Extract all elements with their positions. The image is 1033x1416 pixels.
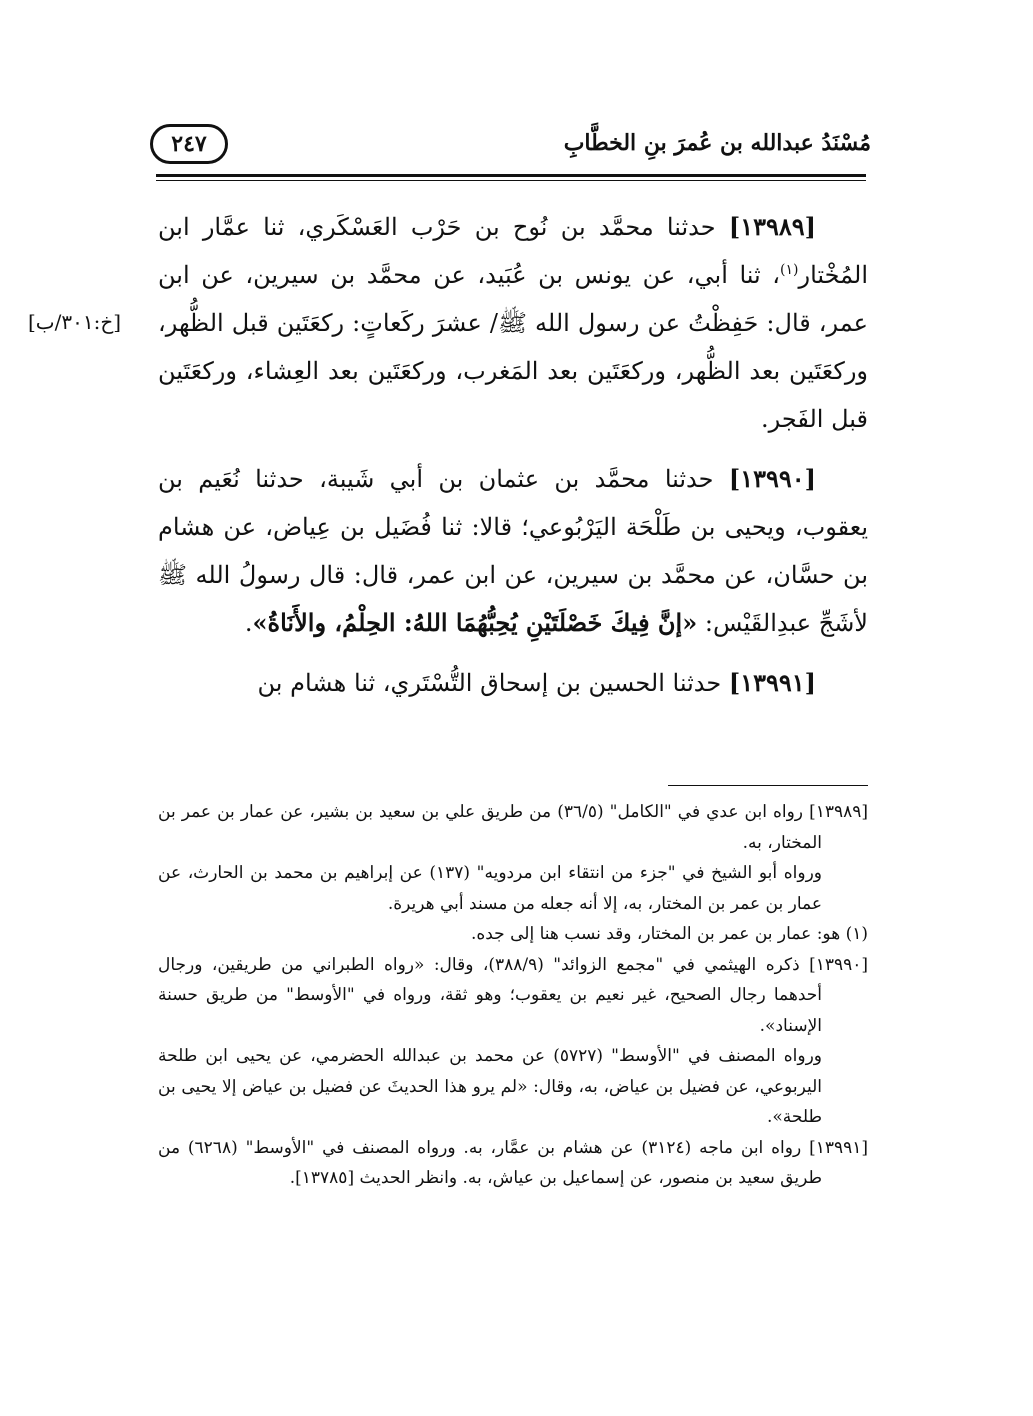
footnote-13991 [158,1133,868,1194]
hadith-number: [١٣٩٨٩] [728,212,816,241]
footnote-13990 [158,950,868,1042]
footnote-text: رواه ابن عدي في "الكامل" (٣٦/٥) من طريق علي بن سعيد بن بشير، عن عمار بن عمر بن المختار، به. [158,802,822,853]
footnote-separator [668,785,868,786]
footnote-label: (١) [845,924,868,944]
prophetic-quote: «إنَّ فِيكَ خَصْلَتَيْنِ يُحِبُّهُمَا اللهُ: الحِلْمُ، والأَنَاةُ» [252,608,698,637]
footnote-ref: (١) [780,262,799,278]
footnote-text: ذكره الهيثمي في "مجمع الزوائد" (٣٨٨/٩)، وقال: «رواه الطبراني من طريقين، ورجال أحدهما رجال الصحيح، غير نعيم بن يعقوب؛ وهو ثقة، ورواه في "الأوسط" من طريق حسنة الإسناد». [158,954,822,1036]
hadith-number: [١٣٩٩٠] [728,464,816,493]
hadith-13990 [158,455,868,647]
footnote-label: [١٣٩٨٩] [809,802,868,822]
hadith-13989 [158,203,868,443]
footnote-13990-continued [158,1041,868,1133]
running-header-title: مُسْنَدُ عبدالله بن عُمرَ بنِ الخطَّابِ [563,130,871,156]
footnote-label: [١٣٩٩١] [809,1137,868,1158]
footnote-text: ورواه أبو الشيخ في "جزء من انتقاء ابن مردويه" (١٣٧) عن إبراهيم بن محمد بن الحارث، عن عمار بن عمر بن المختار، به، إلا أنه جعله من مسند أبي هريرة. [158,863,822,914]
footnote-label: [١٣٩٩٠] [809,954,868,975]
hadith-text-continued: ، ثنا أبي، عن يونس بن عُبَيد، عن محمَّد بن سيرين، عن ابن عمر، قال: حَفِظْتُ عن رسول الله ﷺ/ عشرَ ركَعاتٍ: ركعَتَين قبل الظُّهر، وركعَتَين بعد الظُّهر، وركعَتَين بعد المَغرب، وركعَتَين بعد العِشاء، وركعَتَين قبل الفَجر. [158,261,868,433]
footnotes [158,797,868,1194]
header-rule-thin [156,180,866,181]
manuscript-margin-reference: [خ:٣٠١/ب] [28,310,122,334]
footnote-13989 [158,797,868,858]
footnote-13989-continued [158,858,868,919]
footnote-text: رواه ابن ماجه (٣١٢٤) عن هشام بن عمَّار، به. ورواه المصنف في "الأوسط" (٦٢٦٨) من طريق سعيد بن منصور، عن إسماعيل بن عياش، به. وانظر الحديث [١٣٧٨٥]. [158,1137,822,1188]
hadith-number: [١٣٩٩١] [728,668,816,697]
hadith-text: حدثنا محمَّد بن نُوح بن حَرْب العَسْكَري، ثنا عمَّار ابن المُخْتار [158,213,868,289]
footnote-text: هو: عمار بن عمر بن المختار، وقد نسب هنا إلى جده. [470,924,846,944]
hadith-text: حدثنا محمَّد بن عثمان بن أبي شَيبة، حدثنا نُعَيم بن يعقوب، ويحيى بن طَلْحَة اليَرْبُوعي؛ قالا: ثنا فُضَيل بن عِياض، عن هشام بن حسَّان، عن محمَّد بن سيرين، عن ابن عمر، قال: قال رسولُ الله ﷺ لأشَجِّ عبدِالقَيْس: [158,465,868,637]
footnote-text: ورواه المصنف في "الأوسط" (٥٧٢٧) عن محمد بن عبدالله الحضرمي، عن يحيى ابن طلحة اليربوعي، عن فضيل بن عياض، به، وقال: «لم يرو هذا الحديثَ عن فضيل بن عياض إلا يحيى بن طلحة». [158,1046,823,1127]
main-text [158,203,868,719]
page-number: ٢٤٧ [150,124,228,164]
header-rule-thick [156,174,866,177]
hadith-text-end: . [244,609,253,637]
footnote-1 [158,919,868,950]
hadith-13991 [158,659,868,707]
hadith-text: حدثنا الحسين بن إسحاق التُّسْتَري، ثنا هشام بن [257,669,729,697]
